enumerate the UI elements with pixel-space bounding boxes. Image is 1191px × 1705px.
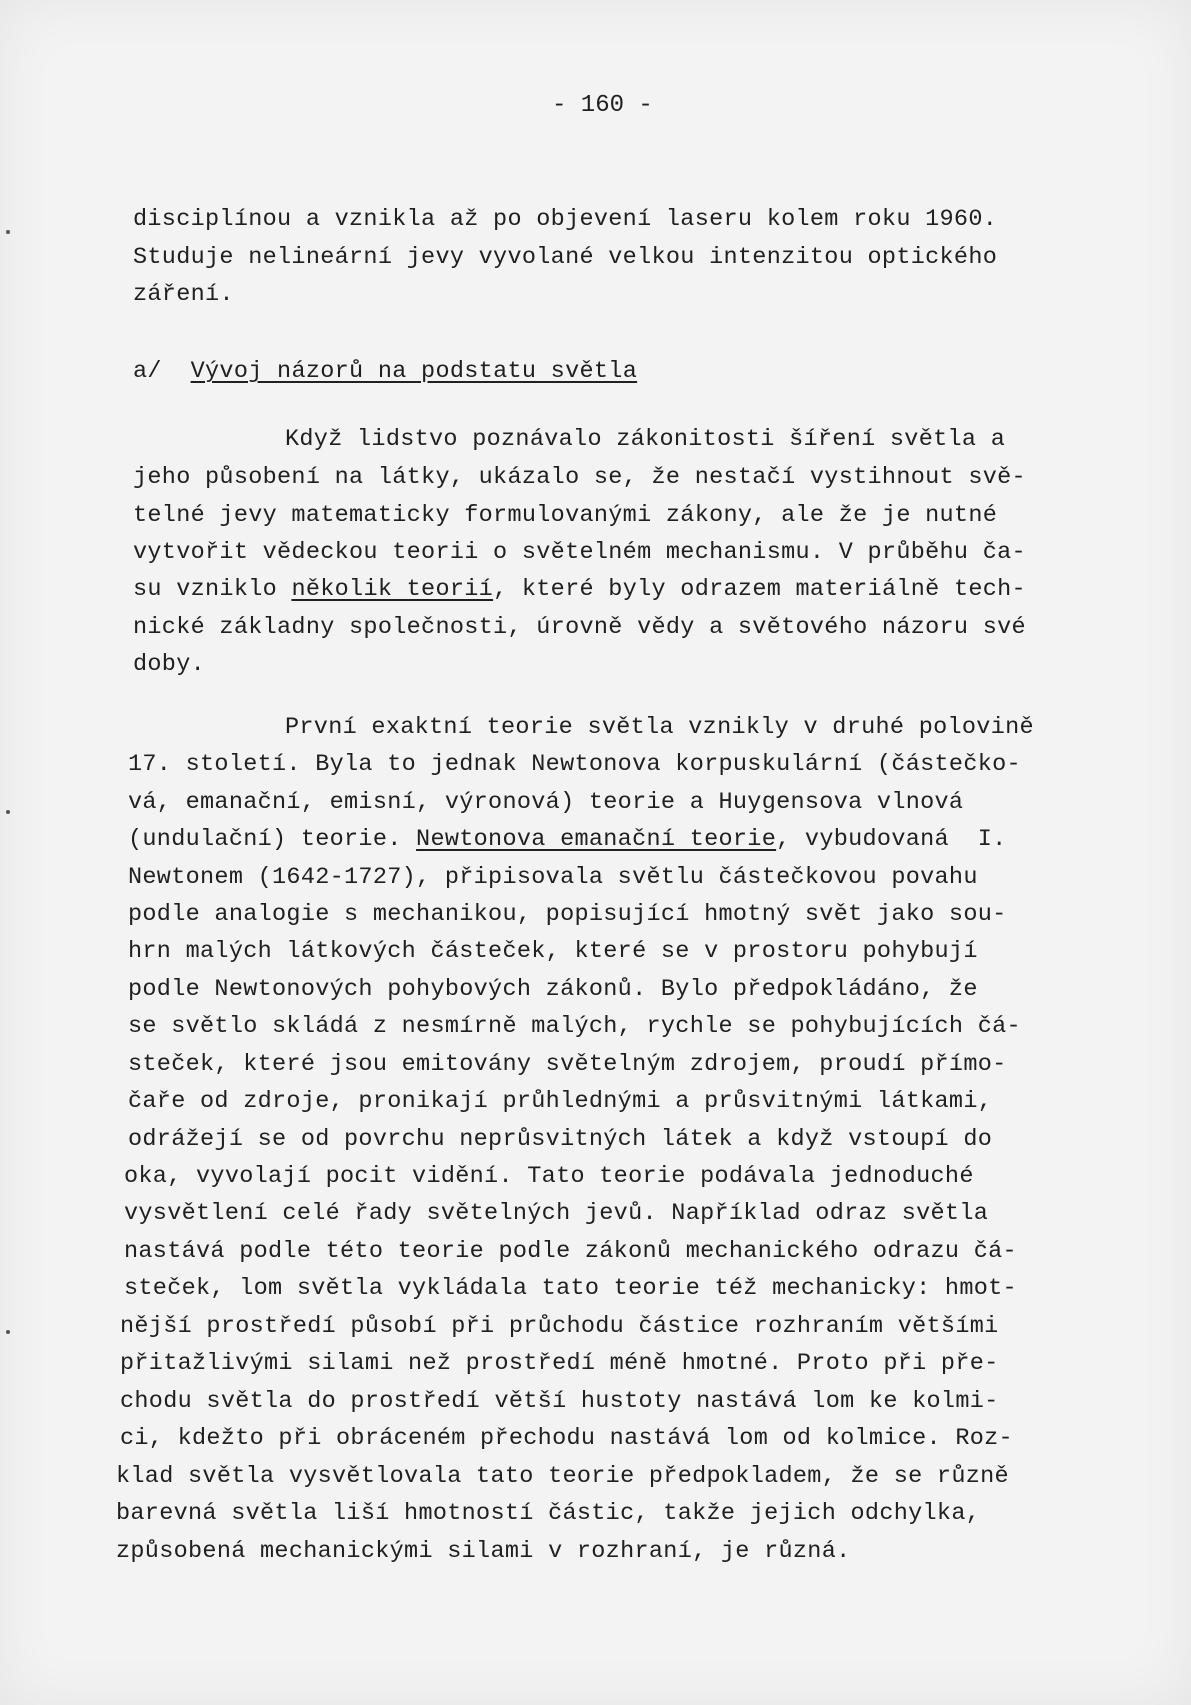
text-line: nější prostředí působí při průchodu částice rozhraním většími <box>120 1313 999 1340</box>
punch-mark <box>6 1330 10 1334</box>
text-line: nické základny společnosti, úrovně vědy a světového názoru své <box>133 614 1026 641</box>
text-line: steček, které jsou emitovány světelným zdrojem, proudí přímo- <box>128 1051 1007 1078</box>
text-line: disciplínou a vznikla až po objevení laseru kolem roku 1960. <box>133 206 998 233</box>
page-number: - 160 - <box>552 92 653 119</box>
text-span: (undulační) teorie. <box>128 826 417 853</box>
text-line: nastává podle této teorie podle zákonů mechanického odrazu čá- <box>124 1238 1017 1265</box>
text-line: chodu světla do prostředí větší hustoty nastává lom ke kolmi- <box>120 1388 999 1415</box>
text-line: podle analogie s mechanikou, popisující hmotný svět jako sou- <box>128 901 1007 928</box>
punch-mark <box>6 810 10 814</box>
text-span: , vybudovaná I. <box>776 826 1007 853</box>
text-span: , které byly odrazem materiálně tech- <box>493 576 1026 603</box>
section-prefix: a/ <box>133 358 162 385</box>
text-line: Když lidstvo poznávalo zákonitosti šíření světla a <box>285 426 1006 453</box>
text-line: přitažlivými silami než prostředí méně hmotné. Proto při pře- <box>120 1350 999 1377</box>
underlined-phrase: několik teorií <box>291 576 494 603</box>
section-heading <box>133 357 637 387</box>
text-line: jeho působení na látky, ukázalo se, že nestačí vystihnout svě- <box>133 464 1026 491</box>
punch-mark <box>6 230 10 234</box>
text-line: oka, vyvolají pocit vidění. Tato teorie podávala jednoduché <box>124 1163 974 1190</box>
text-line: klad světla vysvětlovala tato teorie předpokladem, že se různě <box>116 1463 1009 1490</box>
text-line: vá, emanační, emisní, výronová) teorie a Huygensova vlnová <box>128 789 964 816</box>
section-title: Vývoj názorů na podstatu světla <box>190 358 638 385</box>
text-line: doby. <box>133 651 206 678</box>
text-line: podle Newtonových pohybových zákonů. Bylo předpokládáno, že <box>128 976 978 1003</box>
text-line: 17. století. Byla to jednak Newtonova korpuskulární (částečko- <box>128 751 1021 778</box>
text-line: steček, lom světla vykládala tato teorie též mechanicky: hmot- <box>124 1275 1017 1302</box>
text-line: barevná světla liší hmotností částic, takže jejich odchylka, <box>116 1500 981 1527</box>
text-line: odrážejí se od povrchu neprůsvitných látek a když vstoupí do <box>128 1126 993 1153</box>
text-line: ci, kdežto při obráceném přechodu nastává lom od kolmice. Roz- <box>120 1425 1013 1452</box>
underlined-phrase: Newtonova emanační teorie <box>416 826 777 853</box>
text-line: vysvětlení celé řady světelných jevů. Například odraz světla <box>124 1200 989 1227</box>
text-line <box>133 575 1026 605</box>
text-line: záření. <box>133 281 234 308</box>
text-line <box>128 825 1007 855</box>
text-span: su vzniklo <box>133 576 292 603</box>
text-line: telné jevy matematicky formulovanými zákony, ale že je nutné <box>133 502 998 529</box>
text-line: hrn malých látkových částeček, které se v prostoru pohybují <box>128 938 978 965</box>
text-line: se světlo skládá z nesmírně malých, rychle se pohybujících čá- <box>128 1013 1021 1040</box>
text-line: vytvořit vědeckou teorii o světelném mechanismu. V průběhu ča- <box>133 539 1026 566</box>
text-line: Newtonem (1642-1727), připisovala světlu částečkovou povahu <box>128 864 978 891</box>
text-line: čaře od zdroje, pronikají průhlednými a průsvitnými látkami, <box>128 1088 993 1115</box>
text-line: Studuje nelineární jevy vyvolané velkou intenzitou optického <box>133 244 998 271</box>
text-line: První exaktní teorie světla vznikly v druhé polovině <box>285 714 1034 741</box>
text-line: způsobená mechanickými silami v rozhraní, je různá. <box>116 1538 851 1565</box>
